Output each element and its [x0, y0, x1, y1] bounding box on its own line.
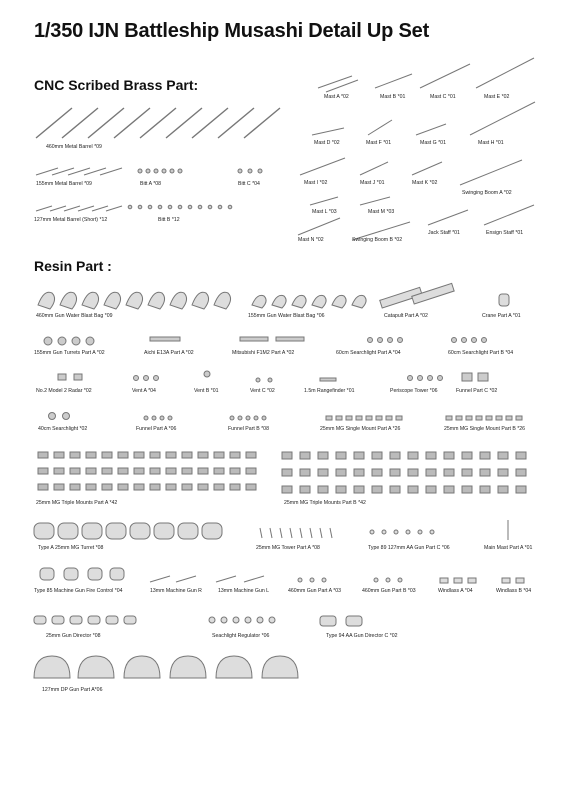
brass-bitts [128, 169, 262, 209]
brass-barrels-155 [36, 168, 122, 175]
label-periscope-tower: Periscope Tower *06 [390, 388, 438, 394]
resin-127mm-dp-gun [34, 656, 298, 678]
label-127mm-dp-gun: 127mm DP Gun Part A*06 [42, 687, 103, 693]
label-25mm-mg-tower: 25mm MG Tower Part A *08 [256, 545, 320, 551]
label-funnel-part-c: Funnel Part C *02 [456, 388, 498, 394]
label-460mm-gun-a: 460mm Gun Part A *03 [288, 588, 342, 594]
label-funnel-part-b: Funnel Part B *08 [228, 426, 269, 432]
label-swinging-boom-b: Swinging Boom B *02 [352, 237, 403, 243]
label-mast-f: Mast F *01 [366, 140, 392, 146]
label-rangefinder: 1.5m Rangefinder *01 [304, 388, 355, 394]
label-bitt-c: Bitt C *04 [238, 181, 260, 187]
label-funnel-part-a: Funnel Part A *06 [136, 426, 177, 432]
label-no2-model2-radar: No.2 Model 2 Radar *02 [36, 388, 92, 394]
label-60cm-searchlight-b: 60cm Searchlight Part B *04 [448, 350, 514, 356]
brass-section-heading: CNC Scribed Brass Part: [34, 77, 199, 93]
label-mast-e: Mast E *02 [484, 94, 510, 100]
label-25mm-triple-mounts-b: 25mm MG Triple Mounts Part B *42 [284, 500, 366, 506]
label-60cm-searchlight-a: 60cm Searchlight Part A *04 [336, 350, 401, 356]
label-vent-b: Vent B *01 [194, 388, 219, 394]
label-mast-b: Mast B *01 [380, 94, 406, 100]
label-vent-a: Vent A *04 [132, 388, 156, 394]
label-mast-m: Mast M *03 [368, 209, 395, 215]
label-40cm-searchlight: 40cm Searchlight *02 [38, 426, 88, 432]
label-mast-a: Mast A *02 [324, 94, 349, 100]
label-13mm-mg-l: 13mm Machine Gun L [218, 588, 270, 594]
label-25mm-single-mount-a: 25mm MG Single Mount Part A *26 [320, 426, 401, 432]
label-main-mast-part-a: Main Mast Part A *01 [484, 545, 533, 551]
label-mast-c: Mast C *01 [430, 94, 456, 100]
label-jack-staff: Jack Staff *01 [428, 230, 460, 236]
label-ensign-staff: Ensign Staff *01 [486, 230, 524, 236]
label-swinging-boom-a: Swinging Boom A *02 [462, 190, 512, 196]
resin-triple-mounts-a [38, 452, 256, 490]
label-155mm-water-blast-bag: 155mm Gun Water Blast Bag *06 [248, 313, 325, 319]
resin-section-heading: Resin Part : [34, 258, 112, 274]
label-mast-j: Mast J *01 [360, 180, 385, 186]
label-25mm-triple-mounts-a: 25mm MG Triple Mounts Part A *42 [36, 500, 118, 506]
label-mast-i: Mast I *02 [304, 180, 328, 186]
label-windlass-b: Windlass B *04 [496, 588, 532, 594]
label-mast-k: Mast K *02 [412, 180, 438, 186]
label-mitsubishi-f1m2: Mitsubishi F1M2 Part A *02 [232, 350, 295, 356]
label-mast-l: Mast L *03 [312, 209, 337, 215]
label-seachlight-regulator: Seachlight Regulator *06 [212, 633, 270, 639]
label-25mm-single-mount-b: 25mm MG Single Mount Part B *26 [444, 426, 526, 432]
label-127mm-metal-barrel-short: 127mm Metal Barrel (Short) *12 [34, 217, 108, 223]
label-type-85-fire-control: Type 85 Machine Gun Fire Control *04 [34, 588, 123, 594]
label-mast-n: Mast N *02 [298, 237, 324, 243]
resin-triple-mounts-b [282, 452, 526, 493]
label-type-94-director-c: Type 94 AA Gun Director C *02 [326, 633, 398, 639]
resin-gun-parts [34, 568, 524, 626]
label-460mm-metal-barrel: 460mm Metal Barrel *09 [46, 144, 102, 150]
brass-barrels-460 [36, 108, 280, 138]
label-460mm-water-blast-bag: 460mm Gun Water Blast Bag *09 [36, 313, 113, 319]
label-13mm-mg-r: 13mm Machine Gun R [150, 588, 202, 594]
brass-barrels-127 [36, 206, 122, 211]
label-bitt-b: Bitt B *12 [158, 217, 180, 223]
label-460mm-gun-b: 460mm Gun Part B *03 [362, 588, 416, 594]
label-crane-part-a: Crane Part A *01 [482, 313, 521, 319]
label-155mm-metal-barrel: 155mm Metal Barrel *09 [36, 181, 92, 187]
label-25mm-gun-director: 25mm Gun Director *08 [46, 633, 101, 639]
label-mast-h: Mast H *01 [478, 140, 504, 146]
label-vent-c: Vent C *02 [250, 388, 275, 394]
resin-blast-bags [38, 283, 509, 309]
label-155mm-gun-turrets: 155mm Gun Turrets Part A *02 [34, 350, 105, 356]
label-type-a-25mm-turret: Type A 25mm MG Turret *08 [38, 545, 104, 551]
resin-turrets [34, 520, 508, 540]
label-windlass-a: Windlass A *04 [438, 588, 473, 594]
label-type-89-aa-gun-c: Type 89 127mm AA Gun Part C *06 [368, 545, 450, 551]
label-aichi-e13a: Aichi E13A Part A *02 [144, 350, 194, 356]
page-title: 1/350 IJN Battleship Musashi Detail Up Set [34, 20, 430, 42]
label-mast-g: Mast G *01 [420, 140, 446, 146]
label-catapult-part-a: Catapult Part A *02 [384, 313, 428, 319]
label-bitt-a: Bitt A *08 [140, 181, 162, 187]
label-mast-d: Mast D *02 [314, 140, 340, 146]
